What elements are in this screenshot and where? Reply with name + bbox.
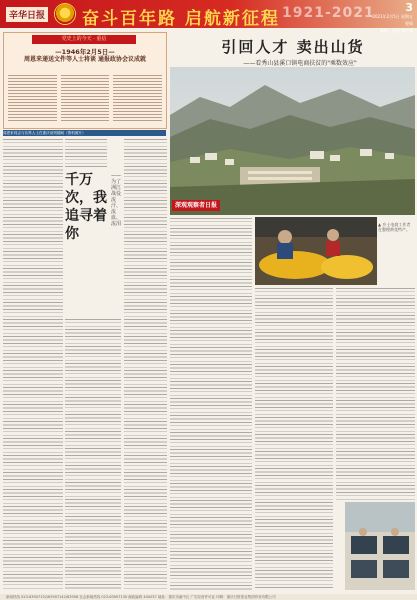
- page-number: 3: [405, 1, 413, 14]
- left-column: [3, 32, 168, 594]
- masthead: [0, 0, 417, 33]
- workers-caption: ▲ 乡土电商工作者在整理黄花特产。: [378, 222, 411, 232]
- slogan: 奋斗百年路 启航新征程: [82, 9, 280, 29]
- editor-line: 编辑：杨晋 李宇强: [379, 28, 413, 33]
- right-column: [170, 32, 415, 594]
- party-emblem-icon: [55, 4, 75, 24]
- paper-name: 辛华日报: [6, 7, 48, 22]
- livestream-photo: [345, 502, 415, 590]
- history-headline: 周恩来递送文件等人士将谈 通报政协会议成就: [23, 56, 147, 63]
- page-info: [372, 2, 413, 34]
- left-article: [3, 139, 167, 589]
- footer: 新闻热线 023-63907132/63907142/63908 社会新闻热线 023-63907130 邮政编码 400037 地址：重庆市渝中区 广告经营许可证 印刷：重庆日报报业集团印务有限公司: [0, 594, 417, 600]
- left-article-col2-top: [65, 139, 107, 169]
- years-watermark: 1921-2021: [282, 5, 375, 21]
- main-article-col3: [336, 288, 415, 500]
- left-article-title: 千万次，我追寻着你: [65, 172, 107, 242]
- workers-photo: [255, 217, 377, 285]
- left-article-col2: [65, 319, 121, 589]
- photo-stamp: 深观观察者日报: [172, 200, 220, 211]
- left-article-col1: [3, 139, 63, 589]
- history-today-box: [3, 32, 167, 129]
- village-landscape-photo: [170, 67, 415, 215]
- history-date: —1946年2月5日—: [55, 48, 115, 56]
- left-article-col3: [124, 139, 167, 589]
- history-tag: 党史上的今天 · 重信: [32, 35, 136, 44]
- caption-strip: 周恩来同志与各界人士在重庆谈判期间（资料照片）: [3, 130, 166, 136]
- main-article-col2: [255, 288, 333, 590]
- issue-date: 2021年2月5日 星期五: [372, 14, 413, 19]
- left-article-subtitle: ——为了洲江战役流汗、流血、流泪: [111, 173, 122, 227]
- section-label: 要闻: [405, 21, 413, 26]
- main-headline: 引回人才 卖出山货: [221, 38, 365, 56]
- main-article-col1: [170, 218, 252, 590]
- main-subhead: ——看秀山县溪口镇电商扶贫的"乘数效应": [243, 60, 357, 67]
- history-body: [8, 75, 162, 123]
